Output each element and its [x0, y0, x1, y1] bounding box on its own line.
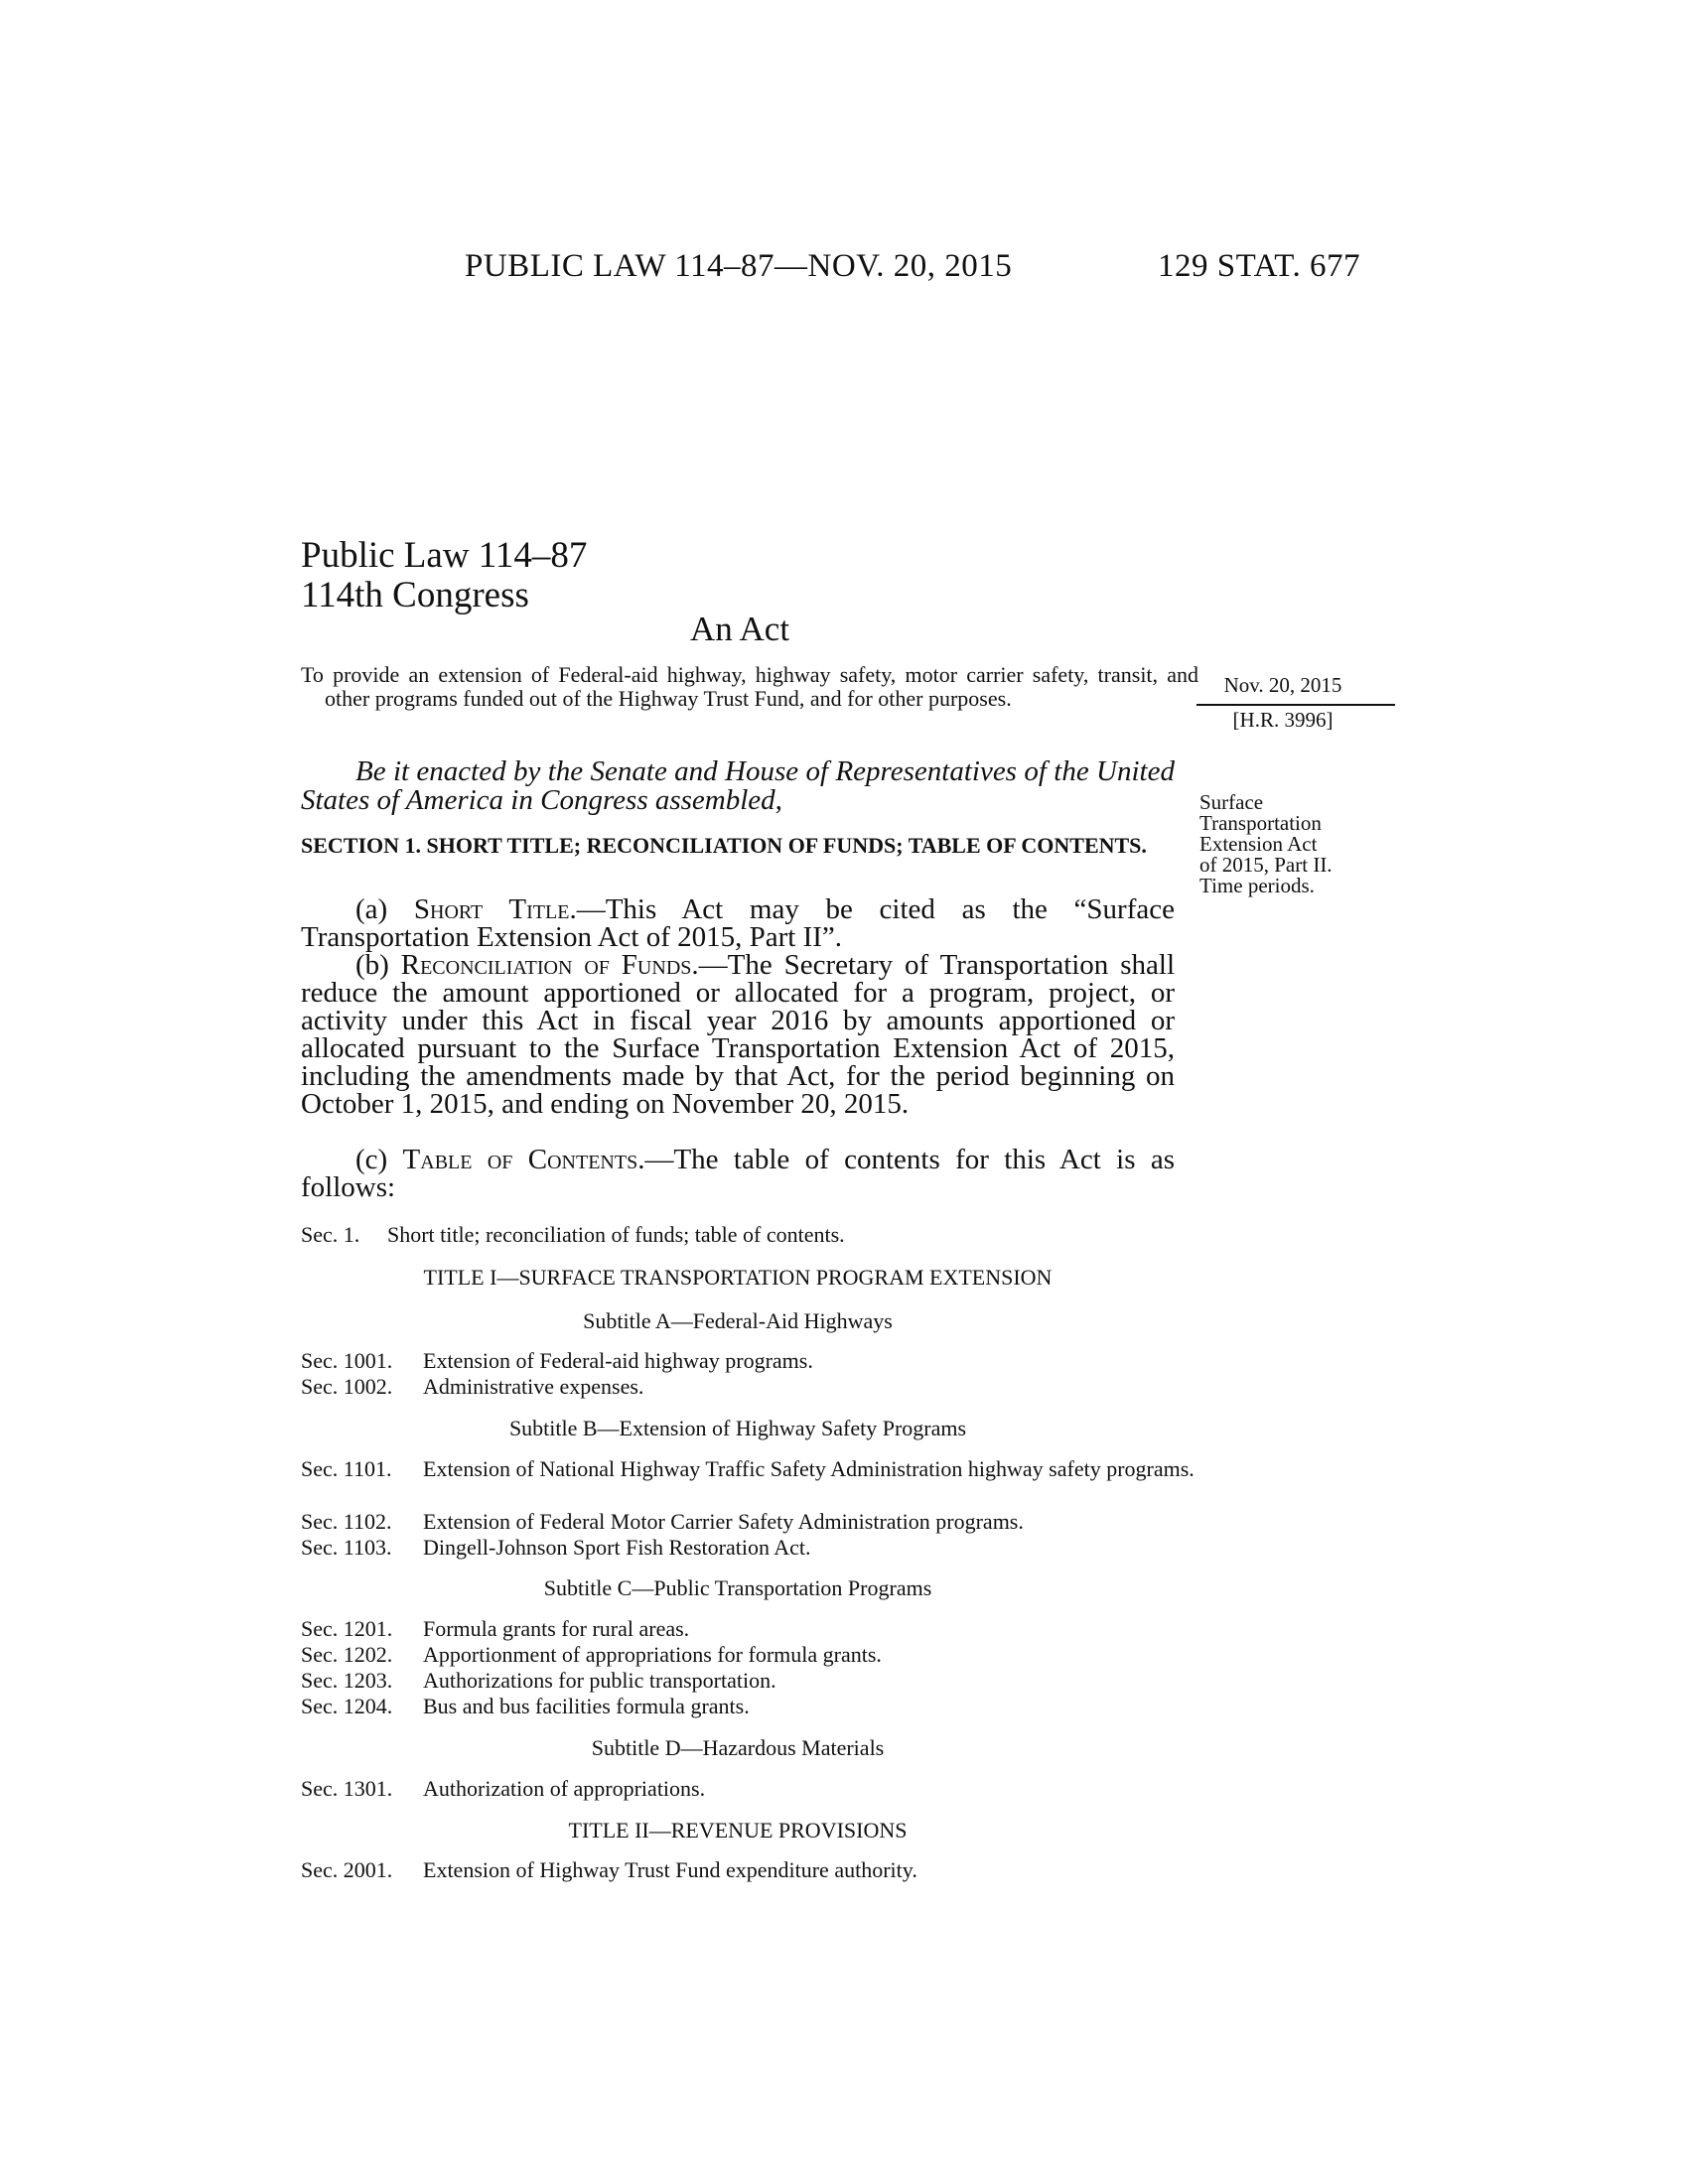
toc-section-number: Sec. 1201.: [301, 1616, 393, 1641]
toc-entry: [301, 1222, 1175, 1248]
congress: 114th Congress: [301, 575, 529, 615]
toc-subtitle-heading: Subtitle B—Extension of Highway Safety Programs: [508, 1416, 967, 1440]
toc-entry: [301, 1616, 1175, 1642]
paragraph-text: .—The Secretary of Transportation shall reduce the amount apportioned or allocated for a program, project, or activity under this Act in fiscal year 2016 by amounts apportioned or allocated pursuant to the Surface Transportation Extension Act of 2015, including the amendments made by that Act, for the period beginning on October 1, 2015, and ending on November 20, 2015.: [301, 949, 1175, 1120]
toc-entry: [301, 1668, 1175, 1694]
toc-section-number: Sec. 1103.: [301, 1535, 392, 1560]
toc-entry: [301, 1456, 1297, 1482]
toc-section-title: Apportionment of appropriations for formula grants.: [423, 1642, 882, 1667]
sidenote-line: Extension Act: [1199, 832, 1318, 856]
toc-subtitle-heading: Subtitle A—Federal-Aid Highways: [583, 1308, 893, 1333]
toc-entry: [301, 1535, 1175, 1561]
toc-entry: [301, 1694, 1175, 1719]
toc-section-title: Extension of Highway Trust Fund expenditure authority.: [423, 1857, 917, 1882]
paragraph-text: .—This Act may be cited as the “Surface Transportation Extension Act of 2015, Part II”.: [301, 893, 1175, 953]
toc-title-heading: TITLE I—SURFACE TRANSPORTATION PROGRAM EXTENSION: [423, 1265, 1053, 1290]
sidenote-line: Time periods.: [1199, 874, 1315, 897]
toc-section-number: Sec. 1202.: [301, 1642, 393, 1667]
toc-section-title: Administrative expenses.: [423, 1374, 644, 1399]
toc-section-number: Sec. 1102.: [301, 1509, 392, 1534]
enacting-clause: Be it enacted by the Senate and House of Representatives of the United States of America in Congress assembled,: [301, 755, 1175, 816]
toc-section-title: Bus and bus facilities formula grants.: [423, 1694, 750, 1718]
paragraph-label: (c): [355, 1144, 388, 1175]
toc-subtitle-heading: Subtitle D—Hazardous Materials: [591, 1735, 885, 1760]
toc-entry: [301, 1642, 1175, 1668]
paragraph-label: (a): [355, 893, 388, 925]
margin-bill-number: [H.R. 3996]: [1232, 708, 1334, 732]
sidenote-line: of 2015, Part II.: [1199, 853, 1333, 877]
toc-section-number: Sec. 1301.: [301, 1776, 393, 1801]
sidenote-line: Surface: [1199, 790, 1264, 814]
toc-section-number: Sec. 1101.: [301, 1456, 392, 1481]
sidenote-line: Transportation: [1199, 811, 1322, 835]
paragraph-text: .—The table of contents for this Act is as follows:: [301, 1144, 1176, 1203]
toc-section-number: Sec. 1001.: [301, 1348, 393, 1373]
margin-date: Nov. 20, 2015: [1223, 673, 1342, 697]
toc-section-number: Sec. 1002.: [301, 1374, 393, 1399]
paragraph-label: (b): [355, 949, 389, 981]
section-heading: SECTION 1. SHORT TITLE; RECONCILIATION OF FUNDS; TABLE OF CONTENTS.: [301, 833, 1147, 858]
toc-section-title: Dingell-Johnson Sport Fish Restoration Act.: [423, 1535, 811, 1560]
toc-section-number: Sec. 1.: [301, 1222, 360, 1247]
toc-entry: [301, 1509, 1175, 1535]
paragraph-table-of-contents: [301, 1146, 1175, 1201]
purpose-clause: To provide an extension of Federal-aid highway, highway safety, motor carrier safety, transit, and other programs funded out of the Highway Trust Fund, and for other purposes.: [301, 662, 1198, 711]
toc-section-number: Sec. 2001.: [301, 1857, 393, 1882]
toc-entry: [301, 1348, 1175, 1374]
toc-section-title: Extension of Federal Motor Carrier Safety Administration programs.: [423, 1509, 1024, 1534]
toc-entry: [301, 1776, 1175, 1802]
toc-section-title: Extension of Federal-aid highway programs.: [423, 1348, 813, 1373]
running-head-left: PUBLIC LAW 114–87—NOV. 20, 2015: [465, 248, 1013, 284]
margin-divider: [1196, 704, 1395, 706]
toc-section-title: Authorization of appropriations.: [423, 1776, 706, 1801]
toc-section-number: Sec. 1204.: [301, 1694, 393, 1718]
toc-title-heading: TITLE II—REVENUE PROVISIONS: [568, 1818, 908, 1843]
paragraph-reconciliation: [301, 951, 1175, 1118]
law-number: Public Law 114–87: [301, 535, 588, 576]
toc-section-title: Short title; reconciliation of funds; table of contents.: [387, 1222, 845, 1247]
paragraph-heading: Reconciliation of Funds: [400, 949, 692, 981]
toc-section-title: Extension of National Highway Traffic Safety Administration highway safety programs.: [423, 1456, 1195, 1481]
paragraph-short-title: [301, 895, 1175, 951]
paragraph-heading: Table of Contents: [402, 1144, 638, 1175]
paragraph-heading: Short Title: [413, 893, 570, 925]
toc-section-number: Sec. 1203.: [301, 1668, 393, 1693]
toc-section-title: Formula grants for rural areas.: [423, 1616, 690, 1641]
page-citation: 129 STAT. 677: [1158, 248, 1361, 284]
toc-entry: [301, 1374, 1175, 1400]
toc-entry: [301, 1857, 1175, 1883]
toc-subtitle-heading: Subtitle C—Public Transportation Programs: [543, 1575, 932, 1600]
act-heading: An Act: [689, 610, 790, 648]
toc-section-title: Authorizations for public transportation.: [423, 1668, 776, 1693]
